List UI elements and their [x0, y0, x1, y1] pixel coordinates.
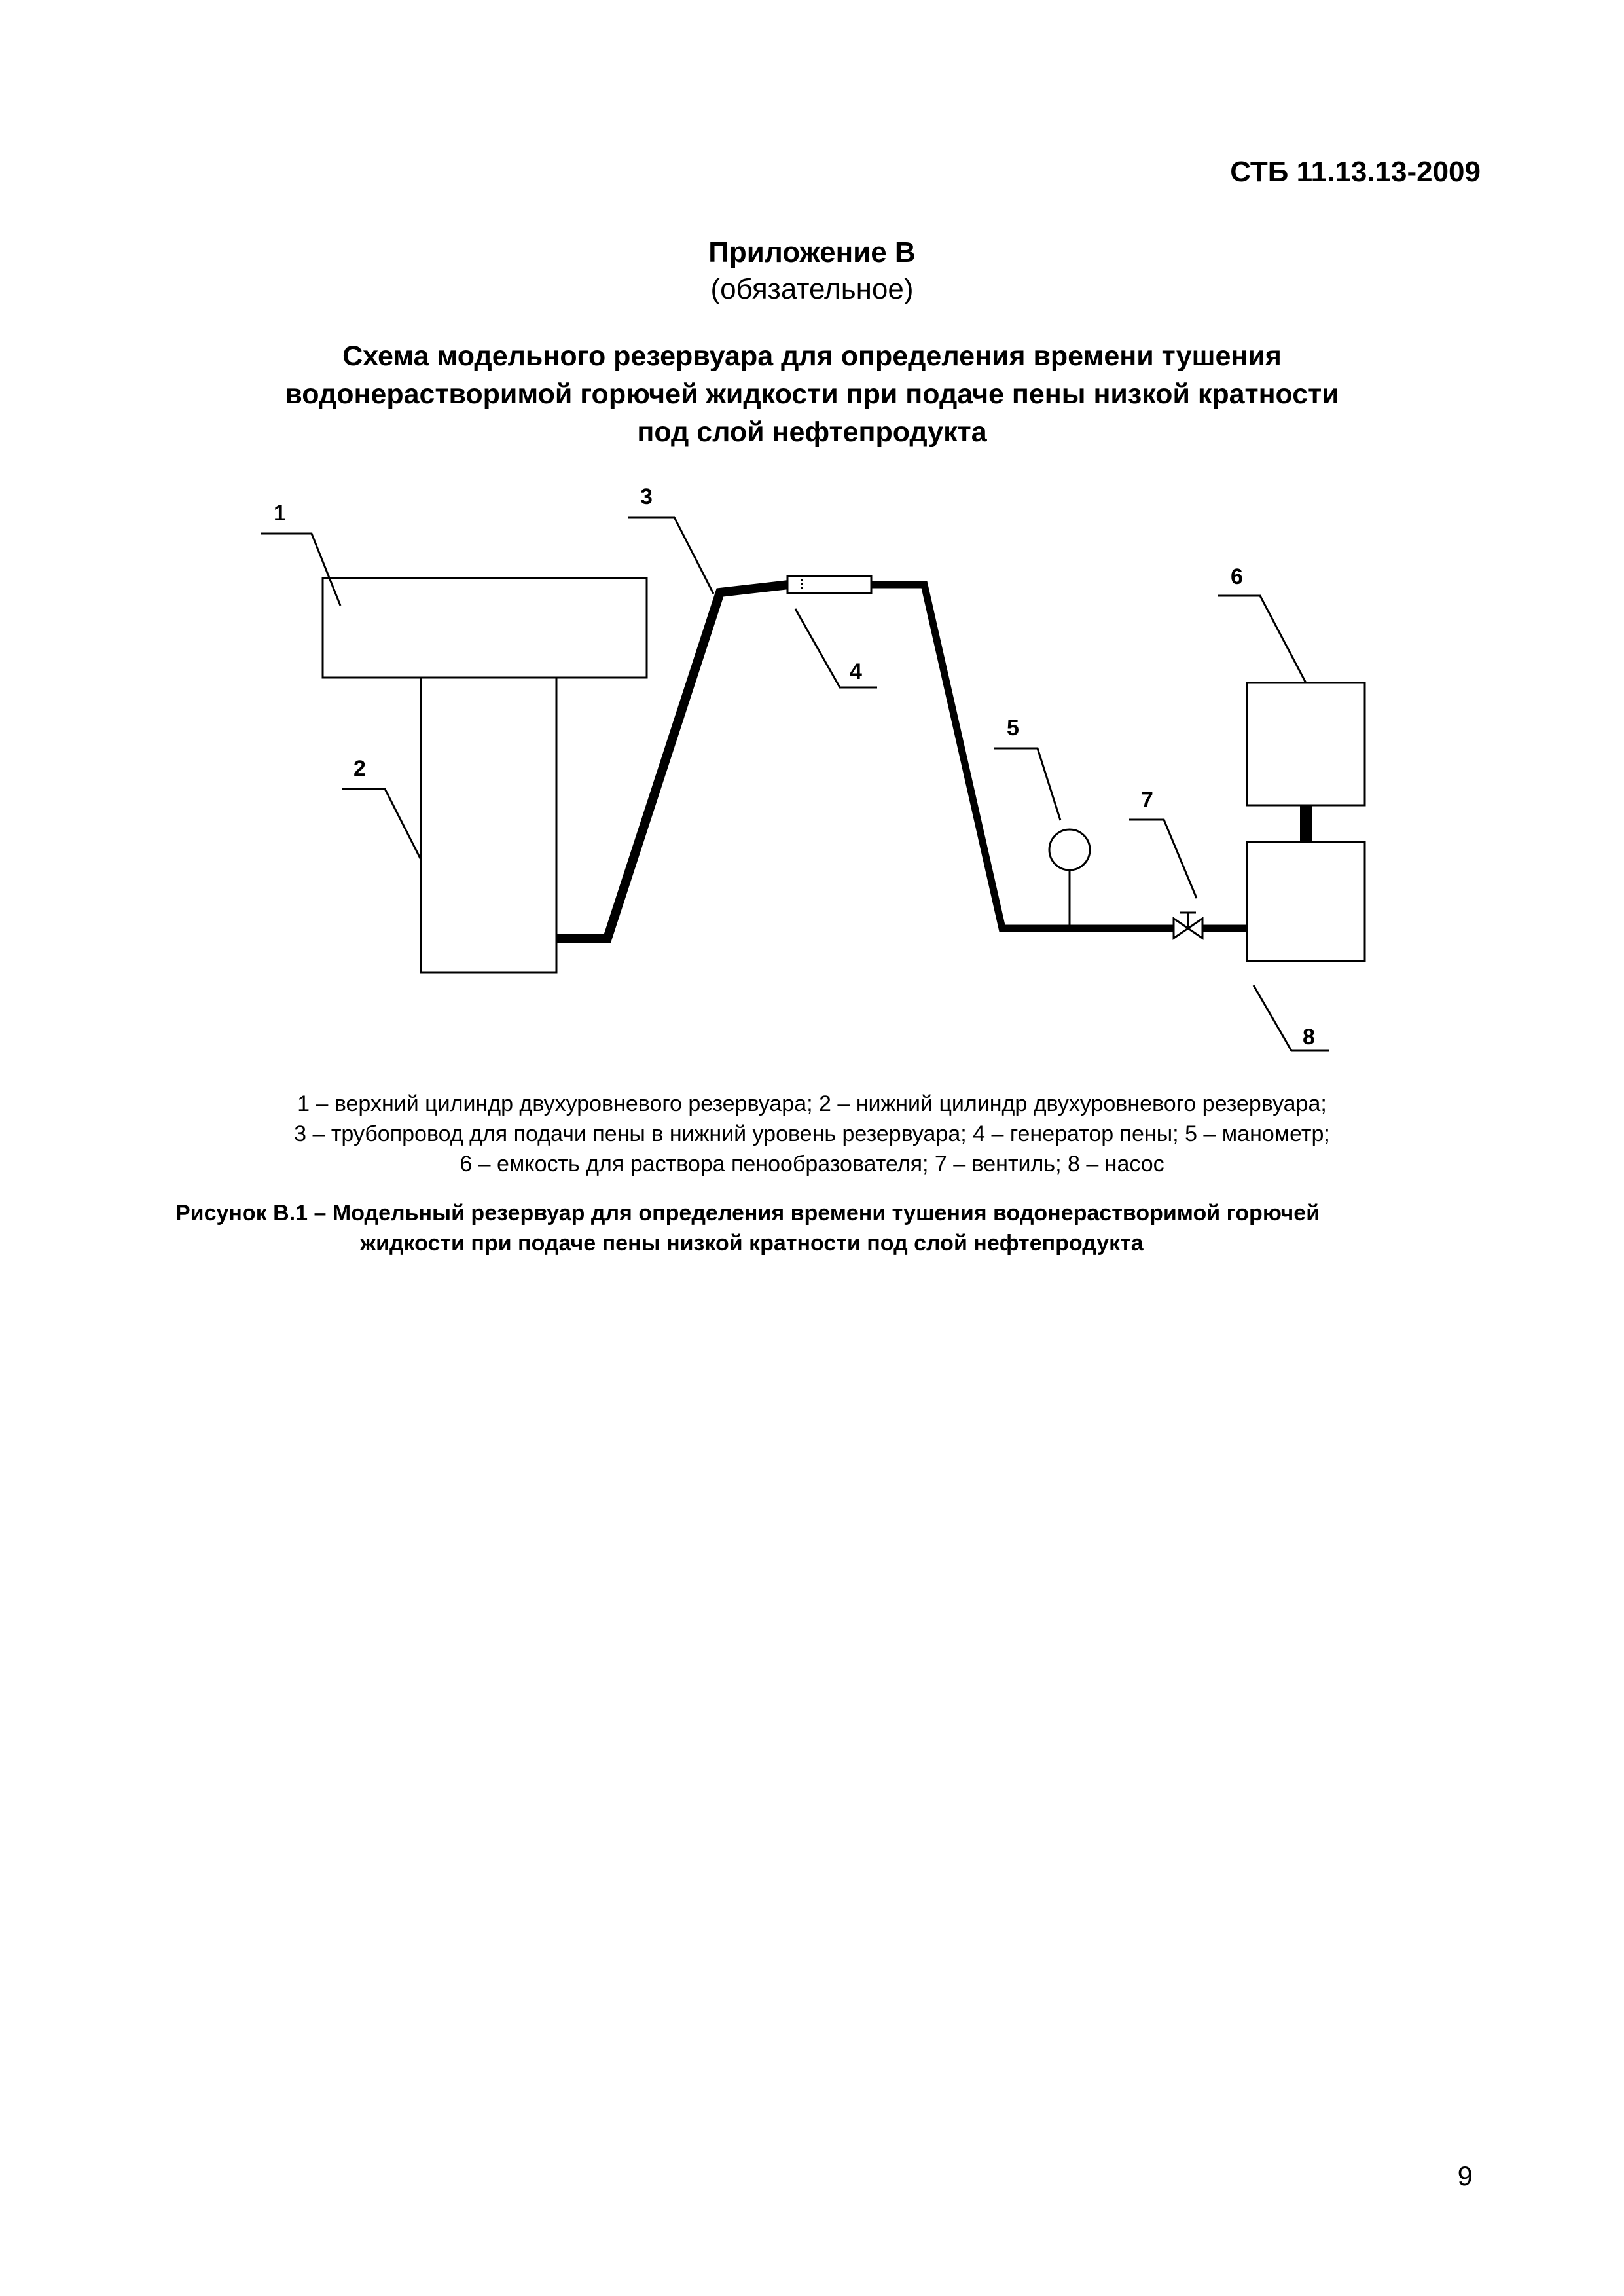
leader-line-1: [261, 534, 340, 606]
label-3: 3: [640, 484, 653, 509]
solution-tank: [1247, 683, 1365, 805]
leader-line-8: [1254, 985, 1329, 1051]
foam-generator: [787, 576, 871, 593]
leader-line-7: [1129, 820, 1197, 898]
figure-caption: [175, 1198, 1458, 1258]
figure-caption-line: Рисунок В.1 – Модельный резервуар для определения времени тушения водонерастворимой горючей: [175, 1201, 1320, 1226]
leader-line-4: [795, 609, 877, 687]
schema-title-line: водонерастворимой горючей жидкости при подаче пены низкой кратности: [285, 378, 1339, 410]
upper-cylinder: [323, 578, 647, 678]
figure-caption-line: жидкости при подаче пены низкой кратности под слой нефтепродукта: [360, 1231, 1144, 1256]
leader-line-6: [1218, 596, 1306, 683]
leader-line-5: [994, 748, 1060, 820]
leader-line-3: [628, 517, 713, 594]
label-8: 8: [1303, 1025, 1315, 1049]
page-number: 9: [1457, 2160, 1473, 2191]
label-6: 6: [1231, 564, 1243, 589]
leader-line-2: [342, 789, 421, 860]
pump: [1247, 842, 1365, 961]
standard-code: СТБ 11.13.13-2009: [1230, 156, 1481, 188]
return-pipeline: [871, 585, 1142, 928]
manometer: [1049, 829, 1090, 870]
label-2: 2: [353, 756, 366, 781]
valve-left: [1174, 919, 1188, 938]
appendix-status: (обязательное): [710, 273, 914, 305]
foam-pipeline: [556, 585, 789, 938]
valve-right: [1188, 919, 1202, 938]
schema-title-line: Схема модельного резервуара для определения времени тушения: [342, 340, 1282, 372]
label-7: 7: [1141, 788, 1153, 812]
label-5: 5: [1007, 716, 1019, 740]
schema-title-line: под слой нефтепродукта: [637, 416, 987, 448]
legend-line: 6 – емкость для раствора пенообразователя; 7 – вентиль; 8 – насос: [460, 1152, 1164, 1176]
legend-line: 3 – трубопровод для подачи пены в нижний уровень резервуара; 4 – генератор пены; 5 – манометр;: [294, 1121, 1330, 1146]
label-1: 1: [274, 501, 286, 526]
appendix-title: Приложение В: [708, 236, 916, 268]
label-4: 4: [850, 659, 862, 684]
figure-legend: [0, 1089, 1624, 1179]
lower-cylinder: [421, 678, 556, 972]
legend-line: 1 – верхний цилиндр двухуровневого резервуара; 2 – нижний цилиндр двухуровневого резервуара;: [297, 1091, 1327, 1116]
